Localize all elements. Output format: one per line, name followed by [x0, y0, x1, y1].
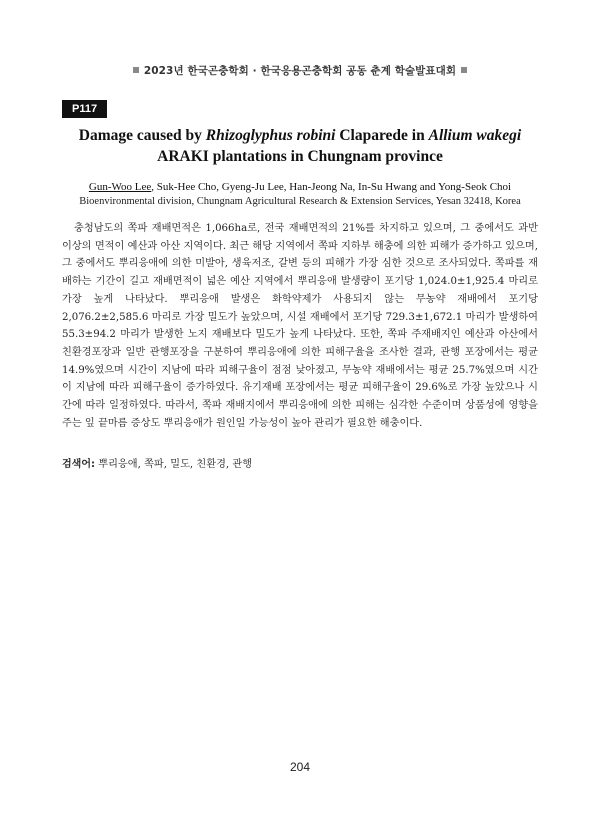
- co-authors: , Suk-Hee Cho, Gyeng-Ju Lee, Han-Jeong Na, In-Su Hwang and Yong-Seok Choi: [151, 181, 512, 193]
- square-bullet-icon: [461, 67, 467, 73]
- keywords-label: 검색어:: [62, 459, 95, 470]
- title-species-name: Rhizoglyphus robini: [205, 127, 336, 144]
- title-text: ARAKI plantations in Chungnam province: [157, 148, 443, 165]
- abstract-body: 충청남도의 쪽파 재배면적은 1,066ha로, 전국 재배면적의 21%를 차지하고 있으며, 그 중에서도 과반 이상의 면적이 예산과 아산 지역이다. 최근 해당 지역에서 쪽파 지하부 해충에 의한 피해가 증가하고 있으며, 그 중에서도 뿌리응애에 의한 미발아, 생육저조, 갈변 등의 피해가 가장 심한 것으로 조사되었다. 쪽파를 재배하는 기간이 길고 재배면적이 넓은 예산 지역에서 뿌리응애 발생량이 포기당 1,024.0±1,925.4 마리로 가장 높게 나타났다. 뿌리응애 발생은 화학약제가 사용되지 않는 무농약 재배에서 포기당 2,076.2±2,585.6 마리로 가장 밀도가 높았으며, 시설 재배에서 포기당 729.3±1,672.1 마리가 발생하여 55.3±94.2 마리가 발생한 노지 재배보다 밀도가 높게 나타났다. 또한, 쪽파 주재배지인 예산과 아산에서 친환경포장과 일반 관행포장을 구분하여 뿌리응애에 의한 피해구율을 조사한 결과, 관행 포장에서는 평균 14.9%였으며 시간이 지남에 따라 피해구율이 점점 낮아졌고, 무농약 재배에서는 평균 25.7%였으며 시간이 지남에 따라 피해구율이 증가하였다. 유기재배 포장에서는 평균 피해구율이 29.6%로 가장 높았으나 시간에 따라 일정하였다. 따라서, 쪽파 재배지에서 뿌리응애에 의한 피해는 심각한 수준이며 상품성에 영향을 주는 잎 끝마름 증상도 뿌리응애가 원인일 가능성이 높아 관리가 필요한 해충이다.: [62, 223, 538, 429]
- conference-header: [0, 63, 600, 78]
- title-text: Claparede in: [335, 127, 429, 144]
- affiliation: Bioenvironmental division, Chungnam Agricultural Research & Extension Services, Yesan 32418, Korea: [79, 196, 521, 207]
- paper-title: [62, 125, 538, 167]
- square-bullet-icon: [133, 67, 139, 73]
- author-list: [62, 181, 538, 193]
- conference-title: 2023년 한국곤충학회 · 한국응용곤충학회 공동 춘계 학술발표대회: [143, 65, 457, 77]
- page-number: 204: [289, 760, 311, 774]
- poster-code-badge: P117: [62, 100, 107, 118]
- keywords: [62, 455, 538, 470]
- presenting-author: Gun-Woo Lee: [88, 181, 152, 193]
- title-text: Damage caused by: [78, 127, 206, 144]
- keywords-text: 뿌리응애, 쪽파, 밀도, 친환경, 관행: [94, 459, 253, 470]
- title-species-name: Allium wakegi: [428, 127, 522, 144]
